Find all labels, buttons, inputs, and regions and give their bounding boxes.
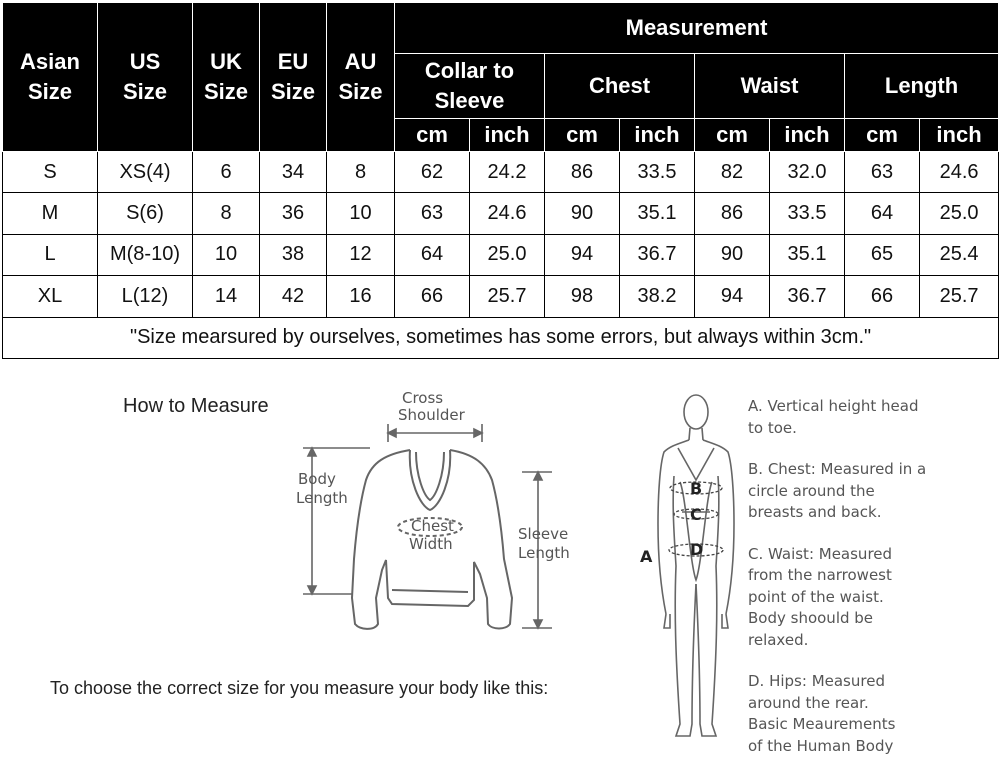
chest-width-label-line2: Width <box>409 535 453 553</box>
cross-shoulder-arrow-icon <box>388 424 482 442</box>
table-cell: 63 <box>845 152 920 193</box>
unit-header: inch <box>770 119 845 152</box>
table-cell: 25.7 <box>920 276 999 317</box>
unit-header: cm <box>845 119 920 152</box>
table-row <box>3 276 999 317</box>
table-cell: 10 <box>193 234 260 275</box>
table-row <box>3 234 999 275</box>
chest-width-label-line1: Chest <box>411 517 454 535</box>
table-cell: 36.7 <box>620 234 695 275</box>
table-cell: 94 <box>695 276 770 317</box>
human-figure-icon <box>658 395 734 736</box>
body-length-label-line1: Body <box>298 470 336 488</box>
measurement-note: "Size mearsured by ourselves, sometimes has some errors, but always within 3cm." <box>3 317 999 358</box>
sleeve-length-label-line2: Length <box>518 544 570 562</box>
table-cell: 16 <box>327 276 395 317</box>
unit-header: cm <box>395 119 470 152</box>
table-cell: 35.1 <box>620 193 695 234</box>
table-cell: 82 <box>695 152 770 193</box>
table-row <box>3 152 999 193</box>
legend-item <box>748 544 996 652</box>
header-au-size: AU Size <box>327 3 395 152</box>
legend-line: D. Hips: Measured <box>748 672 885 690</box>
table-cell: XL <box>3 276 98 317</box>
table-cell: 35.1 <box>770 234 845 275</box>
measurement-legend <box>748 396 996 777</box>
legend-line: C. Waist: Measured <box>748 544 893 563</box>
table-cell: 25.4 <box>920 234 999 275</box>
how-to-measure-title: How to Measure <box>123 395 269 417</box>
table-cell: 64 <box>395 234 470 275</box>
table-cell: 33.5 <box>770 193 845 234</box>
header-uk-size: UK Size <box>193 3 260 152</box>
legend-line: breasts and back. <box>748 503 882 521</box>
header-chest: Chest <box>545 54 695 119</box>
legend-line: point of the waist. <box>748 587 884 606</box>
table-cell: 8 <box>193 193 260 234</box>
legend-item <box>748 671 996 757</box>
table-cell: 94 <box>545 234 620 275</box>
legend-line: around the rear. <box>748 693 869 712</box>
unit-header: cm <box>545 119 620 152</box>
legend-item <box>748 396 996 439</box>
table-cell: 25.0 <box>920 193 999 234</box>
table-cell: 38.2 <box>620 276 695 317</box>
table-cell: L <box>3 234 98 275</box>
table-cell: 6 <box>193 152 260 193</box>
table-cell: S(6) <box>98 193 193 234</box>
human-body-diagram <box>630 384 740 760</box>
table-cell: 90 <box>695 234 770 275</box>
header-eu-size: EU Size <box>260 3 327 152</box>
header-waist: Waist <box>695 54 845 119</box>
legend-line: to toe. <box>748 418 797 437</box>
table-row <box>3 193 999 234</box>
header-measurement: Measurement <box>395 3 999 54</box>
legend-line: circle around the <box>748 481 875 500</box>
instruction-text: To choose the correct size for you measure your body like this: <box>50 678 549 698</box>
table-cell: 65 <box>845 234 920 275</box>
table-cell: 25.7 <box>470 276 545 317</box>
legend-line: relaxed. <box>748 630 809 649</box>
legend-line: Basic Meaurements <box>748 715 896 733</box>
unit-header: inch <box>620 119 695 152</box>
unit-header: inch <box>470 119 545 152</box>
table-cell: 14 <box>193 276 260 317</box>
table-cell: 42 <box>260 276 327 317</box>
note-row <box>3 317 999 358</box>
letter-c: C <box>690 505 702 524</box>
table-cell: 36 <box>260 193 327 234</box>
table-cell: 36.7 <box>770 276 845 317</box>
table-cell: 86 <box>695 193 770 234</box>
body-length-label-line2: Length <box>296 489 348 507</box>
table-cell: 12 <box>327 234 395 275</box>
header-length: Length <box>845 54 999 119</box>
table-cell: 8 <box>327 152 395 193</box>
legend-line: Body shoould be <box>748 609 874 627</box>
table-cell: 62 <box>395 152 470 193</box>
table-cell: 25.0 <box>470 234 545 275</box>
cross-shoulder-label-line2: Shoulder <box>398 406 465 424</box>
table-cell: 10 <box>327 193 395 234</box>
legend-item <box>748 459 996 524</box>
legend-line: A. Vertical height head <box>748 397 919 415</box>
table-cell: 24.6 <box>470 193 545 234</box>
table-cell: 24.2 <box>470 152 545 193</box>
letter-d: D <box>690 540 704 559</box>
table-cell: S <box>3 152 98 193</box>
unit-header: cm <box>695 119 770 152</box>
table-cell: 34 <box>260 152 327 193</box>
table-cell: M(8-10) <box>98 234 193 275</box>
header-collar-to-sleeve: Collar to Sleeve <box>395 54 545 119</box>
table-cell: 32.0 <box>770 152 845 193</box>
table-cell: 98 <box>545 276 620 317</box>
letter-a: A <box>640 547 653 566</box>
size-chart-table <box>2 2 999 359</box>
table-cell: 66 <box>395 276 470 317</box>
letter-b: B <box>690 479 703 498</box>
unit-header: inch <box>920 119 999 152</box>
table-cell: 24.6 <box>920 152 999 193</box>
table-cell: 38 <box>260 234 327 275</box>
header-asian-size: Asian Size <box>3 3 98 152</box>
table-cell: XS(4) <box>98 152 193 193</box>
table-cell: L(12) <box>98 276 193 317</box>
table-cell: 33.5 <box>620 152 695 193</box>
table-cell: 66 <box>845 276 920 317</box>
legend-line: of the Human Body <box>748 736 894 755</box>
garment-diagram <box>290 384 590 644</box>
table-cell: 64 <box>845 193 920 234</box>
table-cell: 90 <box>545 193 620 234</box>
legend-line: from the narrowest <box>748 566 892 584</box>
legend-line: B. Chest: Measured in a <box>748 460 927 478</box>
size-rows <box>3 152 999 318</box>
table-cell: 86 <box>545 152 620 193</box>
sleeve-length-label-line1: Sleeve <box>518 525 569 543</box>
table-cell: M <box>3 193 98 234</box>
cross-shoulder-label-line1: Cross <box>402 389 444 407</box>
table-cell: 63 <box>395 193 470 234</box>
header-us-size: US Size <box>98 3 193 152</box>
